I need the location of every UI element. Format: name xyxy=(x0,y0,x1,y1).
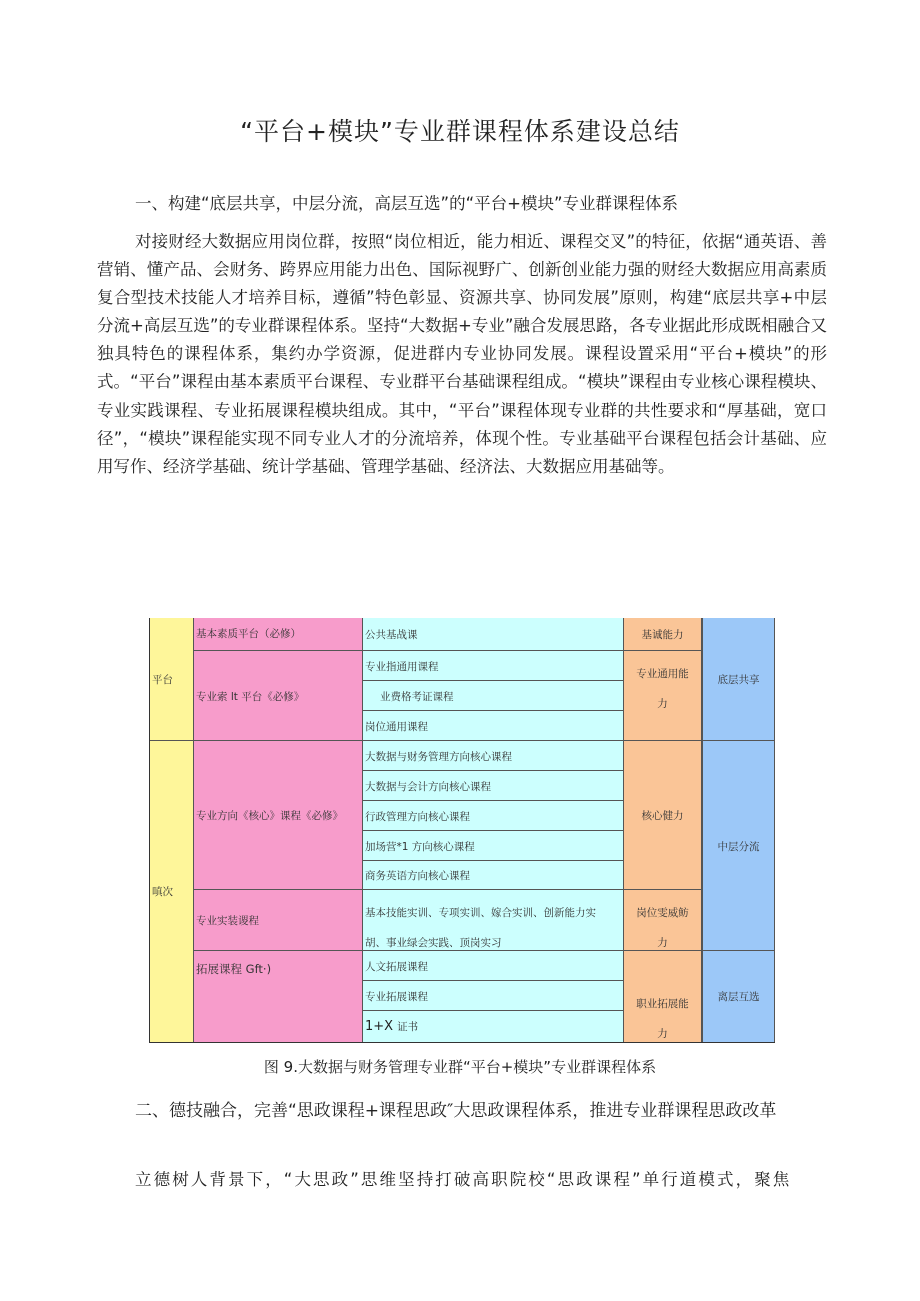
public-basic-course: 公共基战课 xyxy=(363,618,624,650)
extension-course-3 xyxy=(363,1010,624,1042)
extension-course-2: 专业拓展课程 xyxy=(363,980,624,1011)
section-2-paragraph: 立德树人背景下，“大思政”思维坚持打破高职院校“思政课程”单行道模式，聚焦 xyxy=(135,1170,792,1189)
extension-courses: 拓展课程 Gft·) xyxy=(194,950,363,1042)
section-1-heading: 一、构建“底层共享，中层分流，高层互选”的“平台+模块”专业群课程体系 xyxy=(135,194,679,213)
middle-diversion: 中层分流 xyxy=(702,740,775,951)
bottom-shared: 底层共享 xyxy=(702,618,775,741)
figure-caption: 图 9.大数据与财务管理专业群“平台+模块”专业群课程体系 xyxy=(263,1058,657,1076)
core-ability: 核心健力 xyxy=(624,740,702,890)
general-course: 专业指通用课程 xyxy=(363,650,624,681)
section-1-paragraph xyxy=(97,228,827,481)
certificate-label: 证书 xyxy=(397,1021,419,1033)
section-2-heading: 二、德技融合，完善“思政课程+课程思政″大思政课程体系，推进专业群课程思政改革 xyxy=(135,1101,777,1121)
certification-course: 业费格考证课程 xyxy=(363,680,624,711)
course-system-table xyxy=(149,618,775,1043)
career-ability: 职业拓展能力 xyxy=(624,950,702,1042)
post-general-course: 岗位通用课程 xyxy=(363,710,624,741)
direction-course-5: 商务英语方向核心课程 xyxy=(363,860,624,890)
platform-label: 平台 xyxy=(150,618,194,741)
page-title: “平台+模块”专业群课程体系建设总结 xyxy=(240,117,680,146)
practice-course-list: 基本技能实训、专项实训、嫁合实训、创新能力实胡、事业绿会实践、顶岗实习 xyxy=(363,889,624,951)
top-mutual-selection: 离层互选 xyxy=(702,950,775,1042)
direction-course-1: 大数据与财务管理方向核心课程 xyxy=(363,740,624,771)
basic-ability: 基诚能力 xyxy=(624,618,702,650)
direction-core-courses: 专业方向《核心》课程《必修》 xyxy=(194,740,363,890)
general-ability: 专业通用能力 xyxy=(624,650,702,741)
post-ability: 岗位雯威鲂力 xyxy=(624,889,702,951)
basic-quality-platform: 基本素质平台（必修） xyxy=(194,618,363,650)
one-plus-x-label: 1+X xyxy=(365,1019,394,1034)
extension-course-1: 人文拓展课程 xyxy=(363,950,624,981)
direction-course-4: 加场营*1 方向核心课程 xyxy=(363,830,624,861)
section-1-text: 对接财经大数据应用岗位群，按照“岗位相近，能力相近、课程交叉”的特征，依据“通英语、善营销、懂产品、会财务、跨界应用能力出色、国际视野广、创新创业能力强的财经大数据应用高素质复合型技术技能人才培养目标，遵循”特色彰显、资源共享、协同发展”原则，构建“底层共享+中层分流+高层互选”的专业群课程体系。坚持“大数据+专业”融合发展思路，各专业据此形成既相融合又独具特色的课程体系，集约办学资源，促进群内专业协同发展。课程设置采用“平台+模块”的形式。“平台”课程由基本素质平台课程、专业群平台基础课程组成。“模块”课程由专业核心课程模块、专业实践课程、专业拓展课程模块组成。其中，“平台”课程体现专业群的共性要求和“厚基础，宽口径”，“模块”课程能实现不同专业人才的分流培养，体现个性。专业基础平台课程包括会计基础、应用写作、经济学基础、统计学基础、管理学基础、经济法、大数据应用基础等。 xyxy=(97,232,827,476)
direction-course-3: 行政管理方向核心课程 xyxy=(363,800,624,831)
practice-courses: 专业实装谡程 xyxy=(194,889,363,951)
module-label: 嗔次 xyxy=(150,740,194,1042)
direction-course-2: 大数据与会计方向核心课程 xyxy=(363,770,624,801)
professional-platform: 专业索 lt 平台《必修》 xyxy=(194,650,363,741)
